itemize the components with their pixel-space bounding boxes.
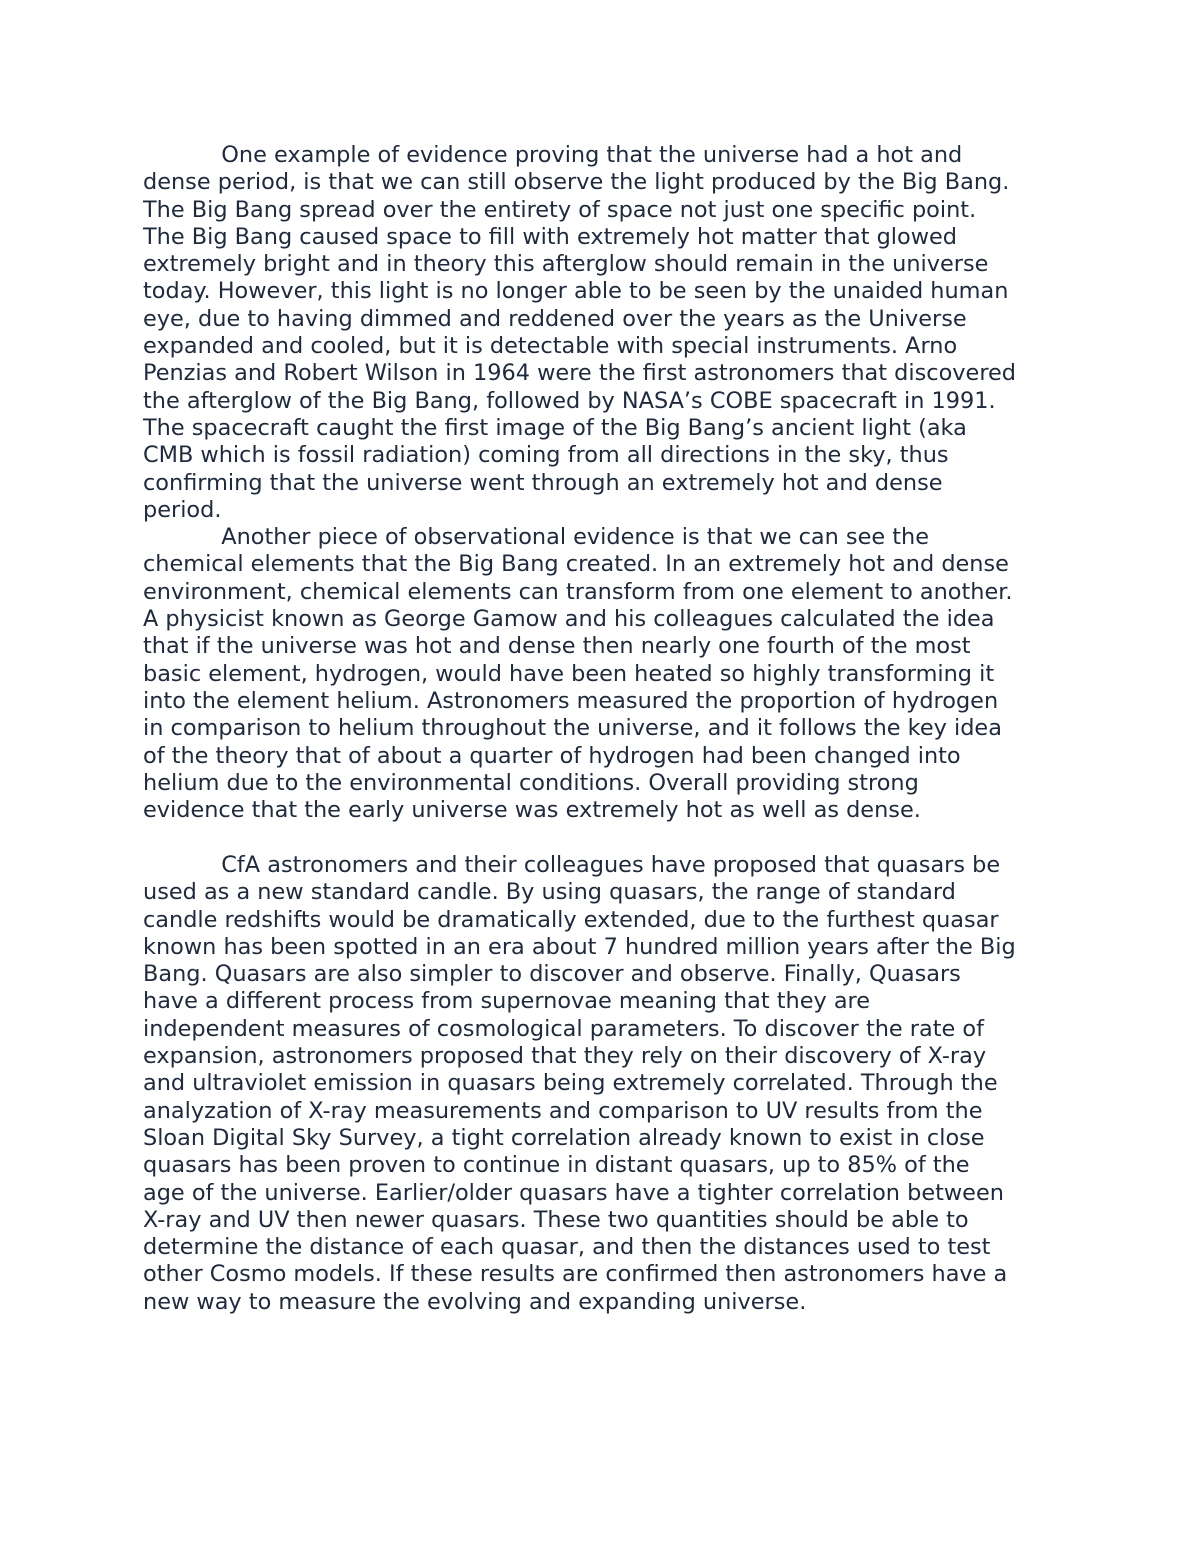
paragraph-chemical-elements <box>143 524 1083 824</box>
text-line: Bang. Quasars are also simpler to discover and observe. Finally, Quasars <box>143 961 961 988</box>
text-line: Sloan Digital Sky Survey, a tight correlation already known to exist in close <box>143 1124 985 1151</box>
text-line: today. However, this light is no longer able to be seen by the unaided human <box>143 278 1009 305</box>
text-line: that if the universe was hot and dense then nearly one fourth of the most <box>143 633 971 660</box>
text-line: The Big Bang spread over the entirety of space not just one specific point. <box>143 196 977 223</box>
text-line: dense period, is that we can still observe the light produced by the Big Bang. <box>143 169 1010 196</box>
text-line: age of the universe. Earlier/older quasars have a tighter correlation between <box>143 1179 1004 1206</box>
text-line: X-ray and UV then newer quasars. These two quantities should be able to <box>143 1206 969 1233</box>
text-line: new way to measure the evolving and expanding universe. <box>143 1288 807 1315</box>
text-line: used as a new standard candle. By using quasars, the range of standard <box>143 879 956 906</box>
text-line: other Cosmo models. If these results are confirmed then astronomers have a <box>143 1261 1008 1288</box>
text-line: The spacecraft caught the first image of the Big Bang’s ancient light (aka <box>143 414 967 441</box>
text-line: confirming that the universe went through an extremely hot and dense <box>143 469 943 496</box>
text-line: determine the distance of each quasar, and then the distances used to test <box>143 1234 991 1261</box>
text-line: expansion, astronomers proposed that they rely on their discovery of X-ray <box>143 1043 987 1070</box>
text-line: into the element helium. Astronomers measured the proportion of hydrogen <box>143 687 999 714</box>
text-line: helium due to the environmental conditions. Overall providing strong <box>143 769 919 796</box>
text-line: Penzias and Robert Wilson in 1964 were the first astronomers that discovered <box>143 360 1017 387</box>
paragraph-cmb-evidence <box>143 142 1083 524</box>
text-line: the afterglow of the Big Bang, followed by NASA’s COBE spacecraft in 1991. <box>143 387 996 414</box>
text-line: basic element, hydrogen, would have been heated so highly transforming it <box>143 660 995 687</box>
text-line: period. <box>143 496 222 523</box>
text-line: chemical elements that the Big Bang created. In an extremely hot and dense <box>143 551 1009 578</box>
text-line: The Big Bang caused space to fill with extremely hot matter that glowed <box>143 223 958 250</box>
text-block-upper <box>143 142 1083 824</box>
text-line: CMB which is fossil radiation) coming from all directions in the sky, thus <box>143 442 949 469</box>
text-line: One example of evidence proving that the universe had a hot and <box>143 142 963 168</box>
text-line: known has been spotted in an era about 7 hundred million years after the Big <box>143 933 1016 960</box>
text-block-lower <box>143 852 1083 1316</box>
text-line: of the theory that of about a quarter of hydrogen had been changed into <box>143 742 961 769</box>
text-line: Another piece of observational evidence is that we can see the <box>143 524 930 551</box>
text-line: A physicist known as George Gamow and his colleagues calculated the idea <box>143 606 995 633</box>
text-line: expanded and cooled, but it is detectable with special instruments. Arno <box>143 333 958 360</box>
text-line: have a different process from supernovae meaning that they are <box>143 988 871 1015</box>
text-line: candle redshifts would be dramatically extended, due to the furthest quasar <box>143 906 999 933</box>
text-line: evidence that the early universe was extremely hot as well as dense. <box>143 797 921 824</box>
text-line: eye, due to having dimmed and reddened over the years as the Universe <box>143 305 967 332</box>
text-line: extremely bright and in theory this afterglow should remain in the universe <box>143 251 989 278</box>
paragraph-quasars <box>143 852 1083 1316</box>
text-line: CfA astronomers and their colleagues have proposed that quasars be <box>143 852 1001 878</box>
text-line: environment, chemical elements can transform from one element to another. <box>143 578 1013 605</box>
text-line: in comparison to helium throughout the universe, and it follows the key idea <box>143 715 1002 742</box>
text-line: and ultraviolet emission in quasars being extremely correlated. Through the <box>143 1070 998 1097</box>
text-line: analyzation of X-ray measurements and comparison to UV results from the <box>143 1097 983 1124</box>
text-line: quasars has been proven to continue in distant quasars, up to 85% of the <box>143 1152 970 1179</box>
text-line: independent measures of cosmological parameters. To discover the rate of <box>143 1015 984 1042</box>
